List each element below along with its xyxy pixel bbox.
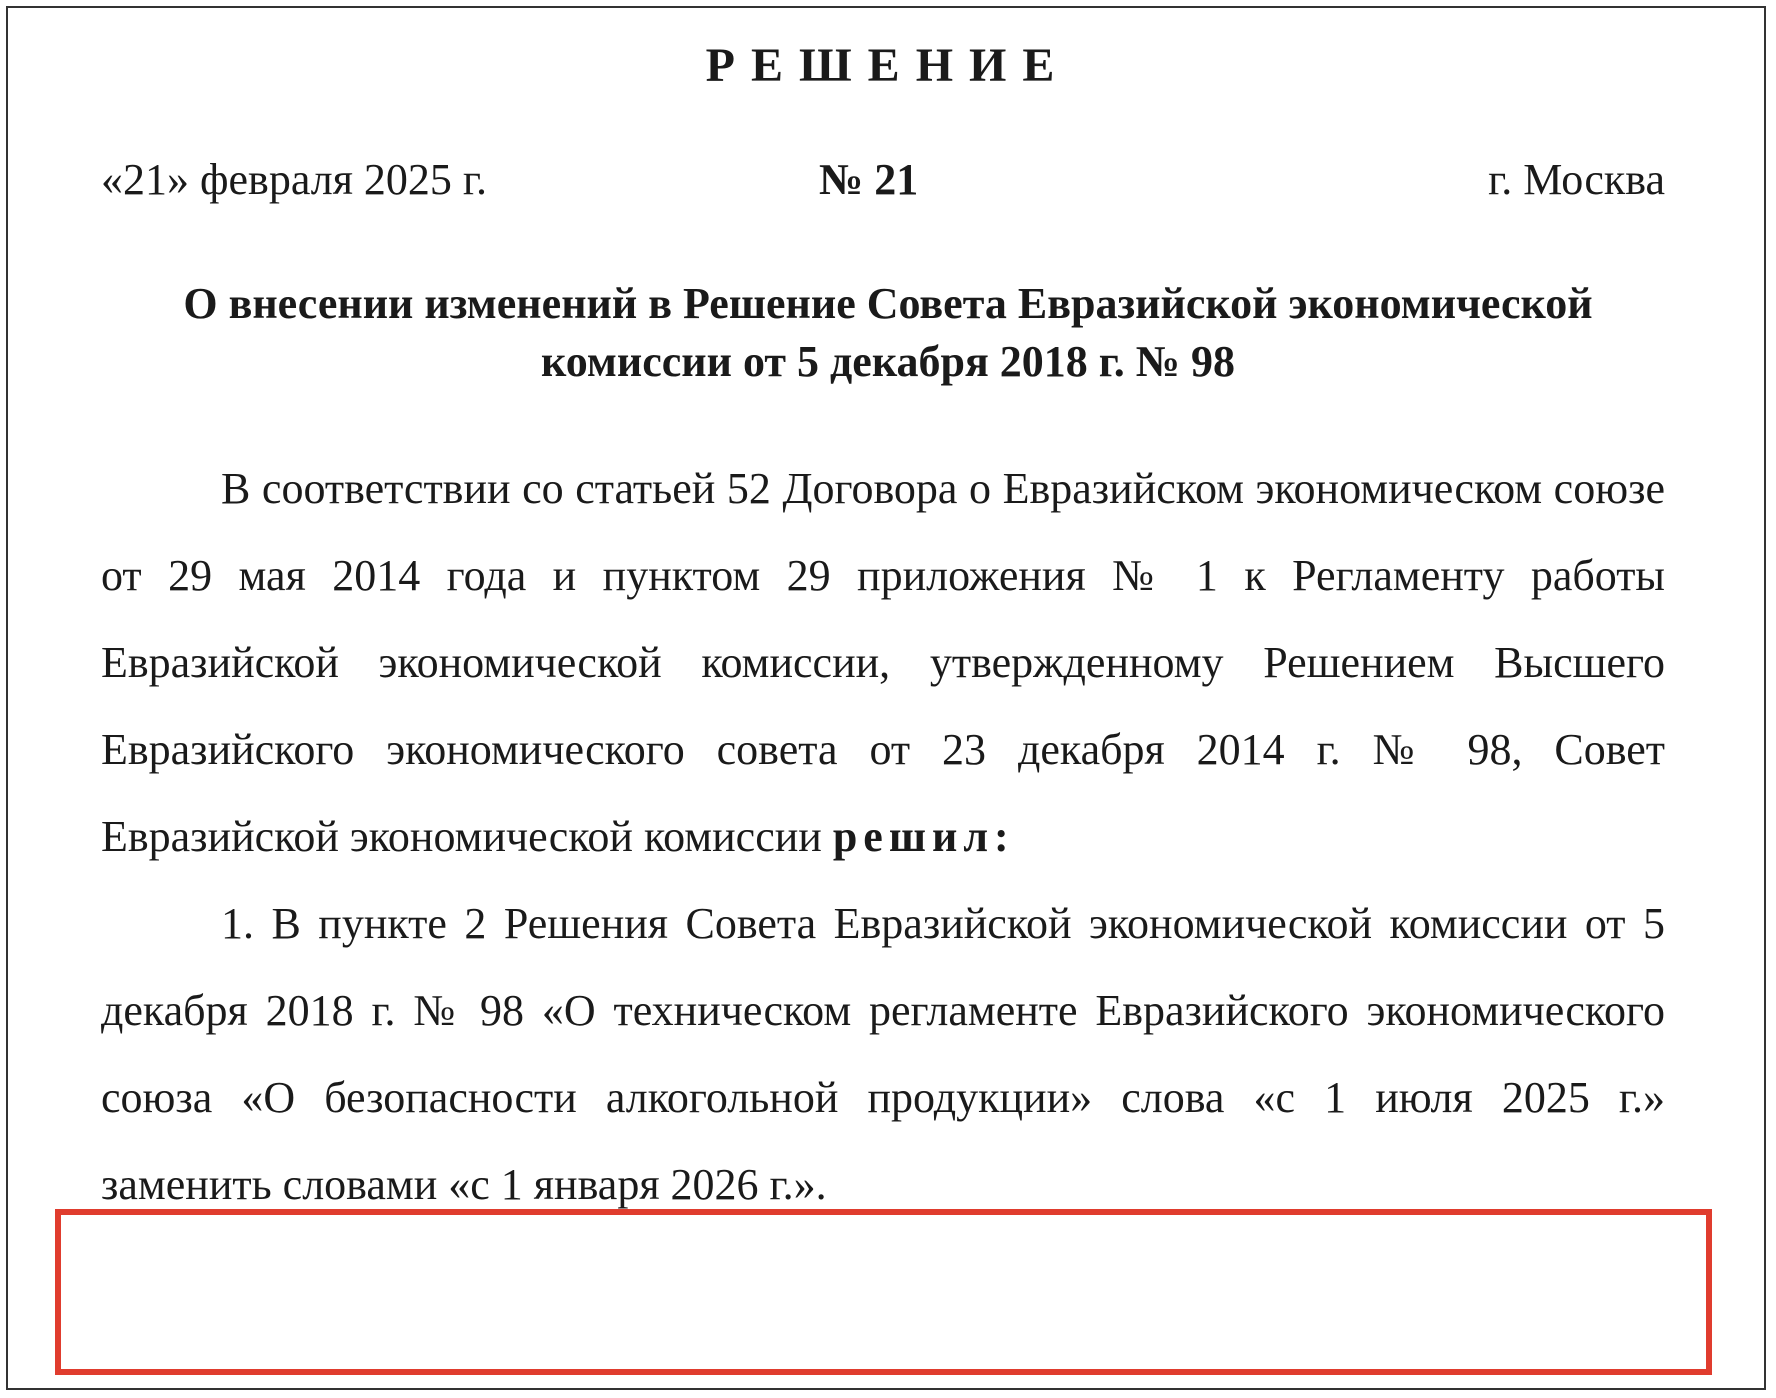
document-page <box>6 6 1766 1390</box>
preamble-text: В соответствии со статьей 52 Договора о Евразийском экономическом союзе от 29 мая 2014 года и пунктом 29 приложения № 1 к Регламенту работы Евразийской экономической комиссии, утвержденному Решением Высшего Евразийского экономического совета от 23 декабря 2014 г. № 98, Совет Евразийской экономической комиссии <box>101 464 1665 861</box>
document-title: РЕШЕНИЕ <box>705 39 1071 92</box>
document-body <box>101 445 1665 1228</box>
preamble-paragraph <box>101 445 1665 880</box>
document-subject: О внесении изменений в Решение Совета Евразийской экономической комиссии от 5 декабря 2018 г. № 98 <box>183 279 1593 386</box>
document-date: «21» февраля 2025 г. <box>101 155 488 204</box>
decided-word: решил: <box>832 812 1015 861</box>
document-meta <box>101 150 1665 210</box>
document-city: г. Москва <box>1488 155 1665 204</box>
item-1-paragraph: 1. В пункте 2 Решения Совета Евразийской экономической комиссии от 5 декабря 2018 г. № 98 «О техническом регламенте Евразийского экономического союза «О безопасности алкогольной продукции» слова «с 1 июля 2025 г.» заменить словами «с 1 января 2026 г.». <box>101 899 1665 1209</box>
document-number: № 21 <box>819 155 919 204</box>
